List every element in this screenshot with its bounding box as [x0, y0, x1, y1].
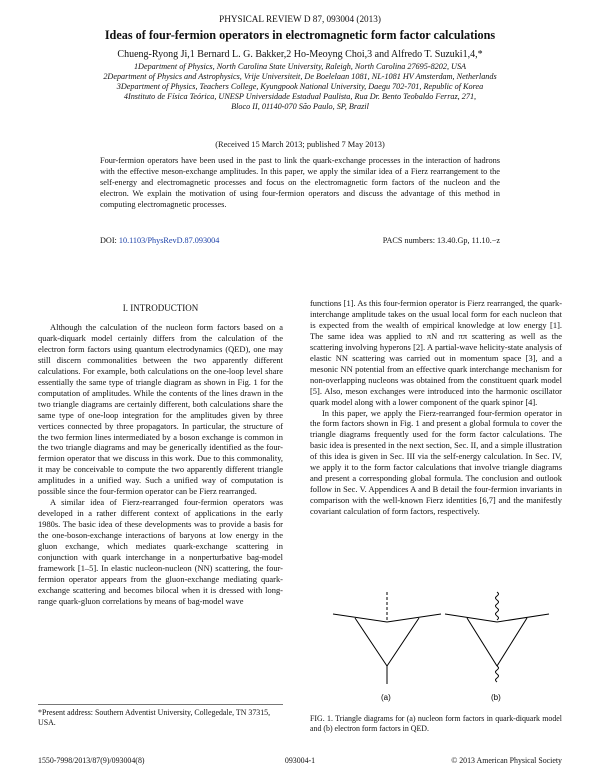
propagator-a-left [355, 618, 387, 666]
paper-title: Ideas of four-fermion operators in electromagnetic form factor calculations [104, 28, 496, 42]
author-list: Chueng-Ryong Ji,1 Bernard L. G. Bakker,2 Ho-Meoyng Choi,3 and Alfredo T. Suzuki1,4,* [117, 49, 483, 60]
paragraph: A similar idea of Fierz-rearranged four-fermion operators was developed in a rather different context of applications in the early 1980s. The basic idea of these developments was to provide a basis for the one-boson-exchange interactions of baryons at low energy in the gluon exchange, which mediates quark-exchange scattering in conjunction with quark interchange in a nonperturbative bag-model framework [1–5]. In elastic nucleon-nucleon (NN) scattering, the four-fermion operator appears from the gluon-exchange mediating quark-exchange scattering and becomes bilocal when it is dressed with long-range quark-gluon correlations by means of bag-model wave [38, 497, 283, 606]
right-column [310, 298, 562, 517]
affiliation: 1Department of Physics, North Carolina State University, Raleigh, North Carolina 27695-8202, USA [133, 62, 467, 71]
affiliation: Bloco II, 01140-070 São Paulo, SP, Brazil [231, 102, 369, 111]
figure-caption: FIG. 1. Triangle diagrams for (a) nucleon form factors in quark-diquark model and (b) electron form factors in QED. [310, 714, 562, 733]
propagator-b-right [497, 618, 527, 666]
journal-line: PHYSICAL REVIEW D 87, 093004 (2013) [219, 14, 381, 24]
doi-line [100, 236, 219, 245]
figure-1 [325, 588, 555, 706]
affiliation: 4Instituto de Física Teórica, UNESP Universidade Estadual Paulista, Rua Dr. Bento Teobaldo Ferraz, 271, [123, 92, 477, 101]
doi-label: DOI: [100, 236, 117, 245]
affiliation: 2Department of Physics and Astrophysics, Vrije Universiteit, De Boelelaan 1081, NL-1081 HV Amsterdam, Netherlands [103, 72, 497, 81]
photon-wavy-line-b-bottom [496, 666, 499, 682]
propagator-a-right [387, 618, 419, 666]
fermion-line-b-left [445, 614, 497, 622]
section-heading: I. INTRODUCTION [122, 303, 199, 313]
affiliation: 3Department of Physics, Teachers College, Kyungpook National University, Daegu 702-701, Republic of Korea [116, 82, 484, 91]
paragraph: In this paper, we apply the Fierz-rearranged four-fermion operator in the form factors shown in Fig. 1 and present a global formula to cover the triangle diagrams frequently used for the form factor calculations. The basic idea is presented in the next section, Sec. II, and a simple illustration of this idea is given in Sec. III via the self-energy calculation. In Sec. IV, we apply it to the form factor calculations that involve triangle diagrams and present a corresponding global formula. The conclusion and outlook follow in Sec. V. Appendices A and B detail the four-fermion invariants in comparison with the well-known Fierz identities [6,7] and the manifestly covariant calculation of form factors, respectively. [310, 407, 562, 517]
footnote-rule [38, 704, 283, 705]
pacs-numbers: PACS numbers: 13.40.Gp, 11.10.−z [382, 236, 500, 245]
fermion-line-a-left [333, 614, 387, 622]
footer-issn: 1550-7998/2013/87(9)/093004(8) [38, 756, 145, 765]
paragraph: Although the calculation of the nucleon form factors based on a quark-diquark model certainly differs from the calculation of the electron form factors using quantum electrodynamics (QED), one may still discern commonalities between the two apparently different calculations. For example, both calculations on the one-loop level share essentially the same type of triangle diagram as shown in Fig. 1 for the computation of amplitudes. While the contents of the lines drawn in the two triangle diagrams are certainly different, both calculations share the same type of one-loop integration for the amplitudes given by three vertices connected by three propagators. In particular, the structure of the two fermion lines intermediated by a boson exchange is common in the two triangle diagrams and may be generically identified as the four-fermion operator that we discuss in this work. Due to this commonality, it may be conceivable to compute the two apparently different triangle amplitudes in a unified way. Such a unified way of computation is possible since the four-fermion operator can be Fierz rearranged. [38, 322, 283, 497]
footnote: *Present address: Southern Adventist University, Collegedale, TN 37315, USA. [38, 708, 271, 727]
footer-page: 093004-1 [284, 756, 316, 765]
abstract: Four-fermion operators have been used in the past to link the quark-exchange processes in the interaction of hadrons with the effective meson-exchange amplitudes. In this paper, we apply the similar idea of a Fierz rearrangement to the self-energy and electromagnetic processes and focus on the electromagnetic form factors of the nucleon and the electron. We explain the motivation of using four-fermion operators and discuss the advantage of this method in computing electromagnetic processes. [100, 156, 500, 209]
footer-copyright: © 2013 American Physical Society [451, 756, 562, 765]
left-column [38, 322, 283, 607]
diagram-a [333, 592, 441, 702]
label-b: (b) [491, 693, 501, 702]
propagator-b-left [467, 618, 497, 666]
doi-link[interactable]: 10.1103/PhysRevD.87.093004 [118, 236, 220, 245]
paragraph: functions [1]. As this four-fermion operator is Fierz rearranged, the quark-interchange amplitude takes on the usual local form for each nucleon that is expected from the wealth of empirical knowledge at low energy [1]. The same idea was applied to πN and ππ scattering as well as the scattering involving hyperons [2]. A partial-wave helicity-state analysis of elastic NN scattering was carried out in momentum space [3], and a mesonic NN potential from an effective quark interchange mechanism for non-overlapping nucleons was obtained from the constituent quark model [5]. Also, meson exchanges were introduced into the harmonic oscillator quark model along with a lower component of the quark spinor [4]. [310, 298, 562, 407]
received-dates: (Received 15 March 2013; published 7 May 2013) [215, 140, 385, 149]
fermion-line-a-right [387, 614, 441, 622]
diagram-b [445, 592, 549, 702]
photon-wavy-line-b [496, 592, 499, 620]
label-a: (a) [381, 693, 391, 702]
fermion-line-b-right [497, 614, 549, 622]
